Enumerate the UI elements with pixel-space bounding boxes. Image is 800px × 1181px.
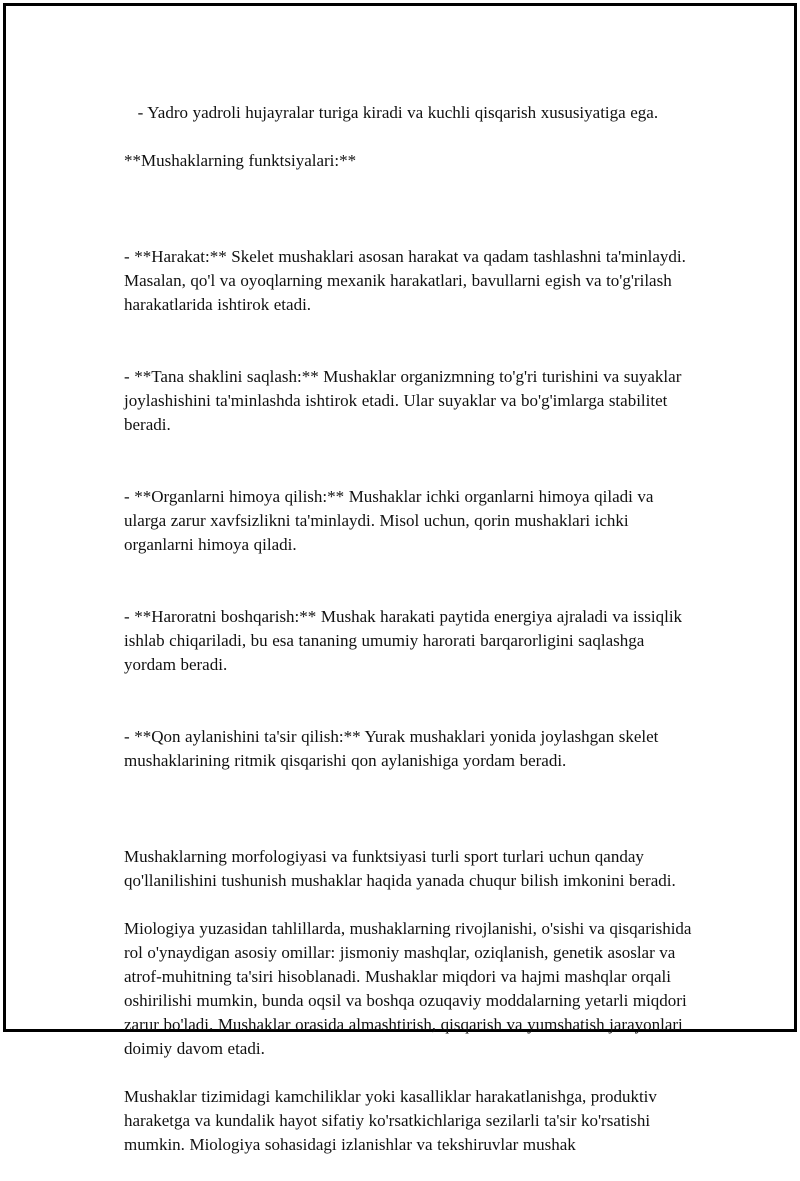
paragraph-morphology: Mushaklarning morfologiyasi va funktsiyasi turli sport turlari uchun qanday qo'llanilishini tushunish mushaklar haqida yanada chuqur bilish imkonini beradi. — [124, 847, 676, 890]
list-item-circulation: - **Qon aylanishini ta'sir qilish:** Yurak mushaklari yonida joylashgan skelet mushaklarining ritmik qisqarishi qon aylanishiga yordam beradi. — [124, 727, 663, 770]
page-frame — [3, 3, 797, 1154]
list-item-organ-protection: - **Organlarni himoya qilish:** Mushaklar ichki organlarni himoya qiladi va ularga zarur xavfsizlikni ta'minlaydi. Misol uchun, qorin mushaklari ichki organlarni himoya qiladi. — [124, 487, 659, 554]
list-item-movement: - **Harakat:** Skelet mushaklari asosan harakat va qadam tashlashni ta'minlaydi. Masalan, qo'l va oyoqlarning mexanik harakatlari, bavullarni egish va to'g'rilash harakatlarida ishtirok etadi. — [124, 247, 691, 314]
paragraph-muscle-disorders: Mushaklar tizimidagi kamchiliklar yoki kasalliklar harakatlanishga, produktiv haraketga va kundalik hayot sifatiy ko'rsatkichlariga sezilarli ta'sir ko'rsatishi mumkin. Miologiya sohasidagi izlanishlar va tekshiruvlar mushak — [124, 1087, 662, 1154]
intro-paragraph: - Yadro yadroli hujayralar turiga kiradi va kuchli qisqarish xususiyatiga ega. — [124, 103, 659, 122]
functions-list — [124, 197, 694, 821]
list-item-body-shape: - **Tana shaklini saqlash:** Mushaklar organizmning to'g'ri turishini va suyaklar joylashishini ta'minlashda ishtirok etadi. Ular suyaklar va bo'g'imlarga stabilitet beradi. — [124, 367, 686, 434]
list-item-temperature: - **Haroratni boshqarish:** Mushak harakati paytida energiya ajraladi va issiqlik ishlab chiqariladi, bu esa tananing umumiy harorati barqarorligini saqlashga yordam beradi. — [124, 607, 687, 674]
document-body — [124, 101, 697, 1181]
section-heading-functions: **Mushaklarning funktsiyalari:** — [124, 151, 357, 170]
paragraph-myology-analysis: Miologiya yuzasidan tahlillarda, mushaklarning rivojlanishi, o'sishi va qisqarishida rol o'ynaydigan asosiy omillar: jismoniy mashqlar, oziqlanish, genetik asoslar va atrof-muhitning ta'siri hisoblanadi. Mushaklar miqdori va hajmi mashqlar orqali oshirilishi mumkin, bunda oqsil va boshqa ozuqaviy moddalarning yetarli miqdori zarur bo'ladi. Mushaklar orasida almashtirish, qisqarish va yumshatish jarayonlari doimiy davom etadi. — [124, 919, 697, 1058]
